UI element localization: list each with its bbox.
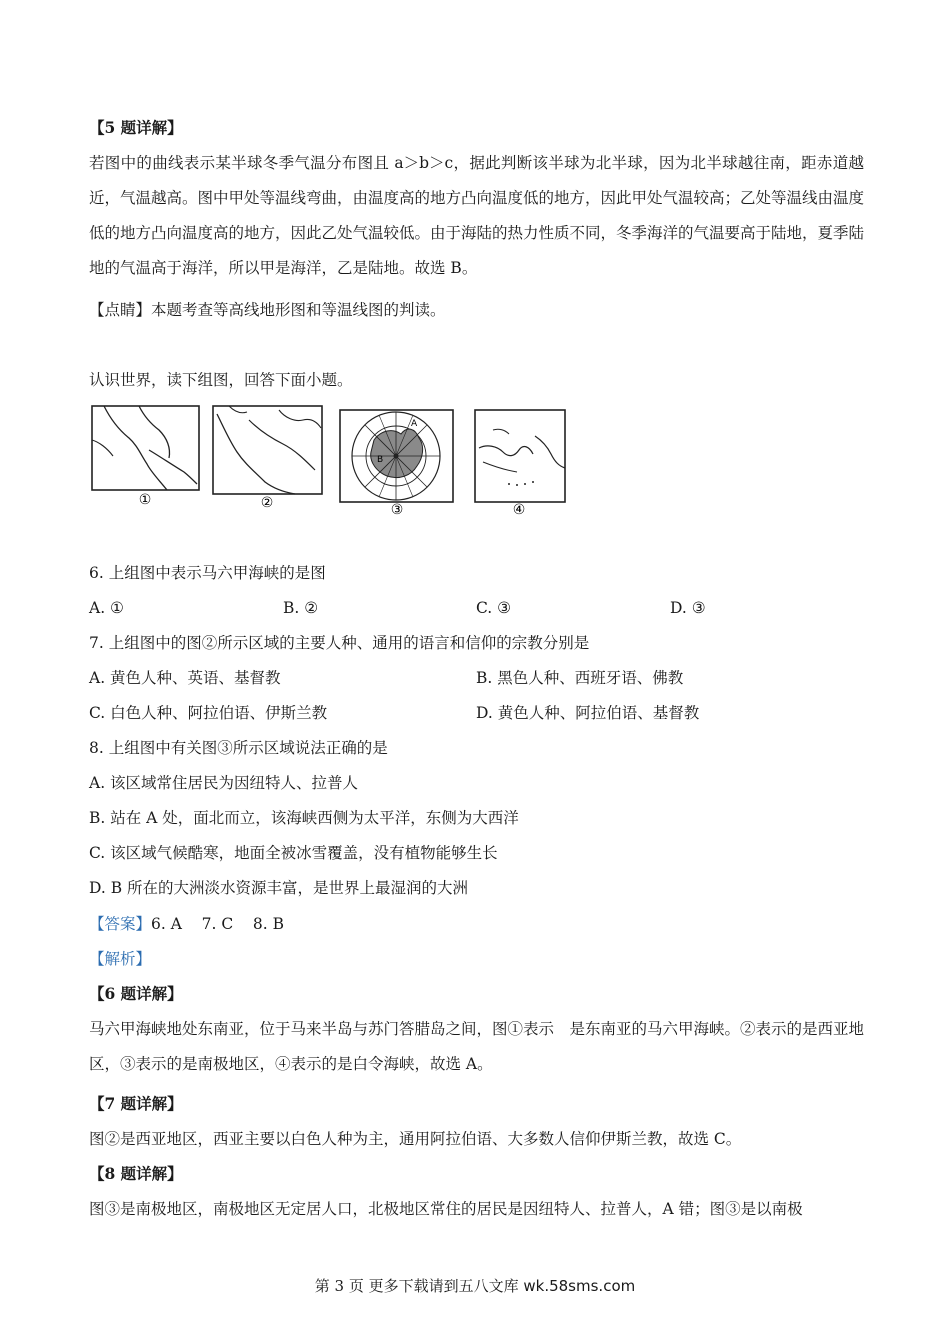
answer-line xyxy=(89,914,284,934)
d6-heading: 【6 题详解】 xyxy=(89,984,183,1003)
page-footer xyxy=(0,1275,950,1296)
sec5-heading: 【5 题详解】 xyxy=(89,118,183,137)
map-figure-group xyxy=(89,400,569,532)
map-4-bering xyxy=(475,410,565,502)
footer-site-link[interactable]: wk.58sms.com xyxy=(523,1277,636,1295)
map-label-2: ② xyxy=(260,495,274,511)
map-label-3: ③ xyxy=(390,502,404,518)
q6-option-a: A. ① xyxy=(89,599,124,617)
d7-body: 图②是西亚地区，西亚主要以白色人种为主，通用阿拉伯语、大多数人信仰伊斯兰教，故选 C。 xyxy=(89,1130,742,1148)
q8-stem: 8. 上组图中有关图③所示区域说法正确的是 xyxy=(89,739,388,757)
map3-letter-a: A xyxy=(411,419,418,429)
q6-option-d: D. ③ xyxy=(670,599,706,617)
q7-stem: 7. 上组图中的图②所示区域的主要人种、通用的语言和信仰的宗教分别是 xyxy=(89,634,590,652)
map-label-4: ④ xyxy=(512,502,526,518)
footer-prefix: 第 3 页 更多下载请到五八文库 xyxy=(314,1277,524,1295)
sec5-note: 【点睛】本题考查等高线地形图和等温线图的判读。 xyxy=(89,301,446,319)
q8-option-c: C. 该区域气候酷寒，地面全被冰雪覆盖，没有植物能够生长 xyxy=(89,844,498,862)
q6-option-c: C. ③ xyxy=(476,599,512,617)
d6-body: 马六甲海峡地处东南亚，位于马来半岛与苏门答腊岛之间，图①表示 是东南亚的马六甲海峡。②表示的是西亚地区，③表示的是南极地区，④表示的是白令海峡，故选 A。 xyxy=(89,1020,865,1073)
q8-option-a: A. 该区域常住居民为因纽特人、拉普人 xyxy=(89,774,359,792)
d8-heading: 【8 题详解】 xyxy=(89,1164,183,1183)
q6-option-b: B. ② xyxy=(283,599,319,617)
analysis-tag: 【解析】 xyxy=(89,950,152,968)
q7-option-b: B. 黑色人种、西班牙语、佛教 xyxy=(476,669,684,687)
map-2-west-asia xyxy=(213,406,322,494)
sec5-body: 若图中的曲线表示某半球冬季气温分布图且 a＞b＞c，据此判断该半球为北半球，因为北半球越往南，距赤道越近，气温越高。图中甲处等温线弯曲，由温度高的地方凸向温度低的地方，因此甲处气温较高；乙处等温线由温度低的地方凸向温度高的地方，因此乙处气温较低。由于海陆的热力性质不同，冬季海洋的气温要高于陆地，夏季陆地的气温高于海洋，所以甲是海洋，乙是陆地。故选 B。 xyxy=(89,154,865,277)
q7-option-c: C. 白色人种、阿拉伯语、伊斯兰教 xyxy=(89,704,328,722)
map-1-malacca xyxy=(92,406,199,490)
map-label-1: ① xyxy=(138,492,152,508)
q7-option-a: A. 黄色人种、英语、基督教 xyxy=(89,669,281,687)
answer-text: 6. A 7. C 8. B xyxy=(151,915,285,933)
map-3-antarctica xyxy=(340,410,453,502)
d7-heading: 【7 题详解】 xyxy=(89,1094,183,1113)
intro-text: 认识世界，读下组图，回答下面小题。 xyxy=(89,371,353,389)
map3-letter-b: B xyxy=(377,455,384,465)
q8-option-d: D. B 所在的大洲淡水资源丰富，是世界上最湿润的大洲 xyxy=(89,879,469,897)
d8-body: 图③是南极地区，南极地区无定居人口，北极地区常住的居民是因纽特人、拉普人，A 错；图③是以南极 xyxy=(89,1200,803,1218)
q8-option-b: B. 站在 A 处，面北而立，该海峡西侧为太平洋，东侧为大西洋 xyxy=(89,809,519,827)
q7-option-d: D. 黄色人种、阿拉伯语、基督教 xyxy=(476,704,700,722)
q6-stem: 6. 上组图中表示马六甲海峡的是图 xyxy=(89,564,326,582)
answer-tag: 【答案】 xyxy=(89,915,152,933)
